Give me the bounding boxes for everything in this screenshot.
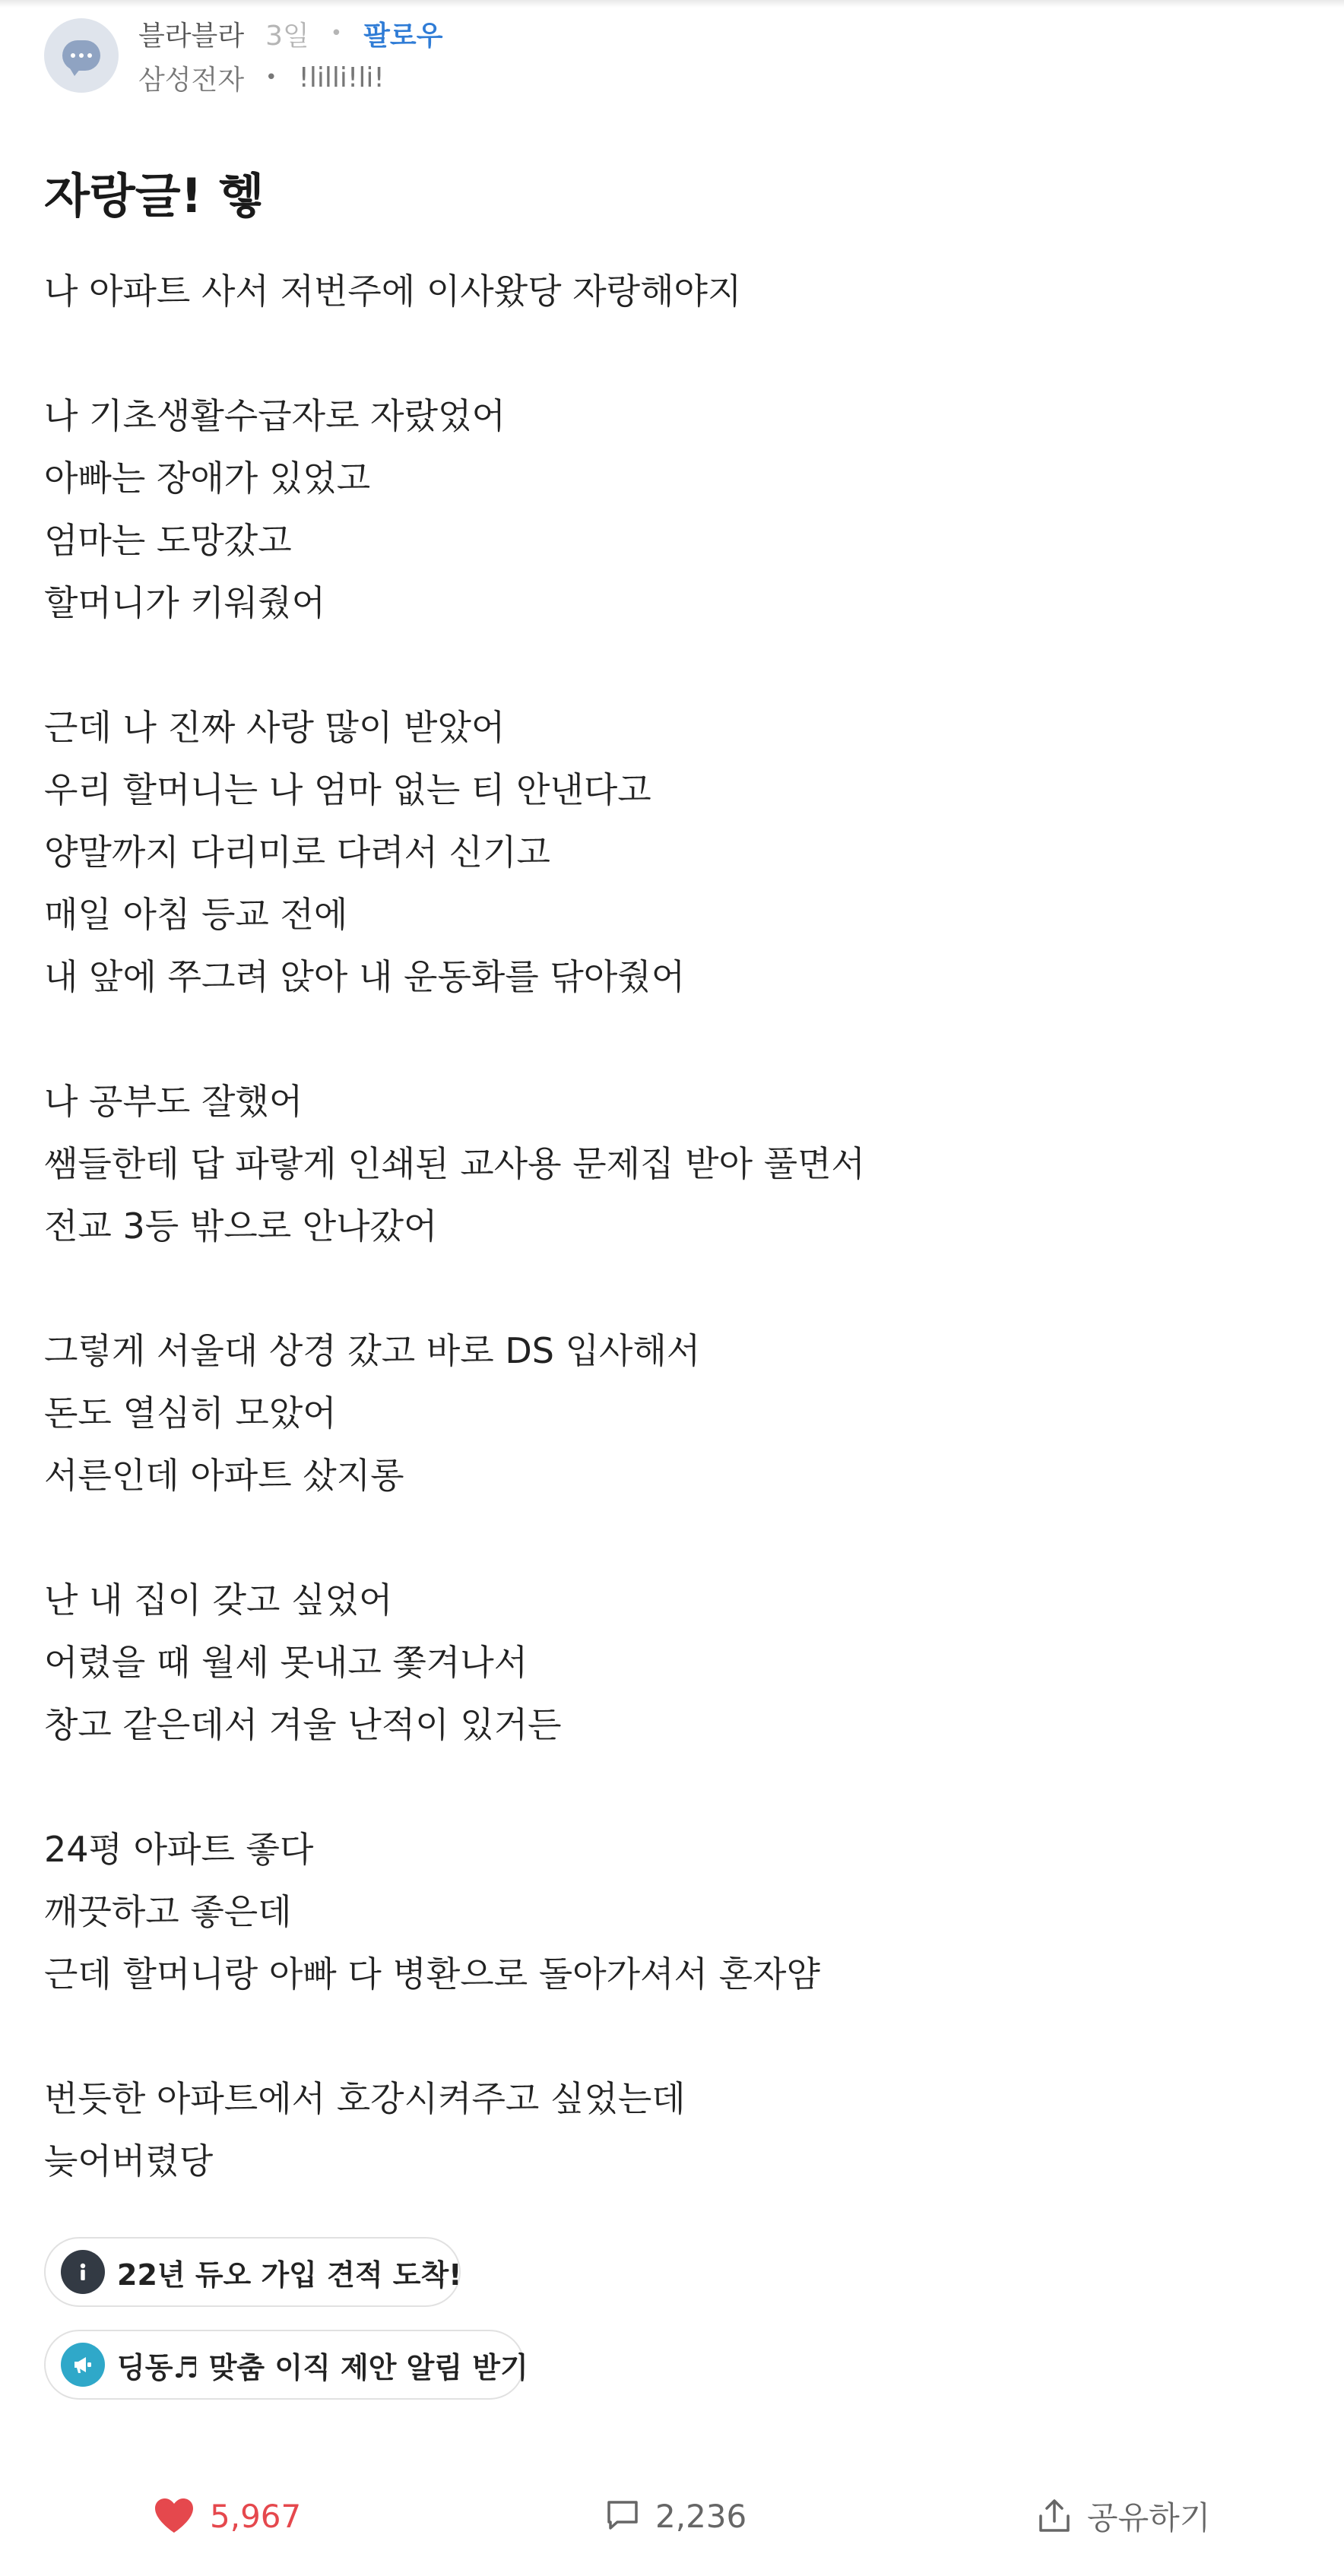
author-name[interactable]: 블라블라 <box>138 20 245 52</box>
duo-ad-banner[interactable] <box>44 2237 461 2307</box>
duo-ad-label: 22년 듀오 가입 견적 도착! <box>117 2258 462 2292</box>
nickname: !lilli!li! <box>298 62 385 93</box>
blank-line <box>44 322 1298 385</box>
body-line: 근데 나 진짜 사랑 많이 받았어 <box>44 707 506 748</box>
chat-bubble-icon <box>62 40 100 71</box>
comment-icon <box>605 2498 640 2533</box>
post-title: 자랑글! 헿 <box>44 168 265 223</box>
post-header <box>44 15 1298 99</box>
body-line: 엄마는 도망갔고 <box>44 520 292 561</box>
author-line <box>138 15 442 52</box>
like-count: 5,967 <box>210 2497 302 2535</box>
info-icon <box>61 2250 105 2294</box>
comment-count: 2,236 <box>655 2497 747 2535</box>
blank-line <box>44 1756 1298 1818</box>
blank-line <box>44 1008 1298 1070</box>
blank-line <box>44 634 1298 696</box>
body-line: 늦어버렸당 <box>44 2140 214 2182</box>
body-line: 그렇게 서울대 상경 갔고 바로 DS 입사해서 <box>44 1330 701 1371</box>
body-line: 매일 아침 등교 전에 <box>44 894 348 935</box>
heart-icon <box>154 2498 195 2534</box>
share-icon <box>1037 2498 1072 2534</box>
like-button[interactable] <box>154 2486 301 2546</box>
body-line: 24평 아파트 좋다 <box>44 1829 314 1870</box>
top-shadow <box>0 0 1344 8</box>
body-line: 나 아파트 사서 저번주에 이사왔당 자랑해야지 <box>44 271 742 312</box>
post-time: 3일 <box>265 20 309 52</box>
body-line: 어렸을 때 월세 못내고 쫓겨나서 <box>44 1642 528 1683</box>
body-line: 나 기초생활수급자로 자랐었어 <box>44 395 506 436</box>
body-line: 깨끗하고 좋은데 <box>44 1891 292 1932</box>
body-line: 나 공부도 잘했어 <box>44 1081 303 1122</box>
body-line: 돈도 열심히 모았어 <box>44 1393 337 1434</box>
separator-dot: • <box>330 22 343 45</box>
comment-button[interactable] <box>605 2486 746 2546</box>
blank-line <box>44 1257 1298 1320</box>
share-button[interactable] <box>1037 2486 1210 2546</box>
blank-line <box>44 2005 1298 2067</box>
avatar[interactable] <box>44 18 119 93</box>
body-line: 할머니가 키워줬어 <box>44 582 326 623</box>
blank-line <box>44 1507 1298 1569</box>
body-line: 양말까지 다리미로 다려서 신기고 <box>44 832 550 873</box>
post-body <box>44 260 1298 2192</box>
body-line: 쌤들한테 답 파랗게 인쇄된 교사용 문제집 받아 풀면서 <box>44 1143 865 1184</box>
body-line: 내 앞에 쭈그려 앉아 내 운동화를 닦아줬어 <box>44 956 686 997</box>
body-line: 근데 할머니랑 아빠 다 병환으로 돌아가셔서 혼자얌 <box>44 1953 820 1995</box>
job-alert-label: 딩동♬ 맞춤 이직 제안 알림 받기 <box>117 2350 528 2384</box>
body-line: 우리 할머니는 나 엄마 없는 티 안낸다고 <box>44 769 651 810</box>
body-line: 번듯한 아파트에서 호강시켜주고 싶었는데 <box>44 2078 686 2119</box>
company-name[interactable]: 삼성전자 <box>138 64 245 96</box>
body-line: 창고 같은데서 겨울 난적이 있거든 <box>44 1704 562 1745</box>
body-line: 서른인데 아파트 샀지롱 <box>44 1455 404 1496</box>
body-line: 난 내 집이 갖고 싶었어 <box>44 1580 393 1621</box>
megaphone-icon <box>61 2343 105 2387</box>
separator-dot: • <box>265 66 277 89</box>
body-line: 아빠는 장애가 있었고 <box>44 458 371 499</box>
body-line: 전교 3등 밖으로 안나갔어 <box>44 1206 438 1247</box>
job-alert-banner[interactable] <box>44 2330 528 2400</box>
follow-button[interactable]: 팔로우 <box>363 20 443 52</box>
share-label: 공유하기 <box>1087 2499 1211 2536</box>
company-line <box>138 59 385 96</box>
